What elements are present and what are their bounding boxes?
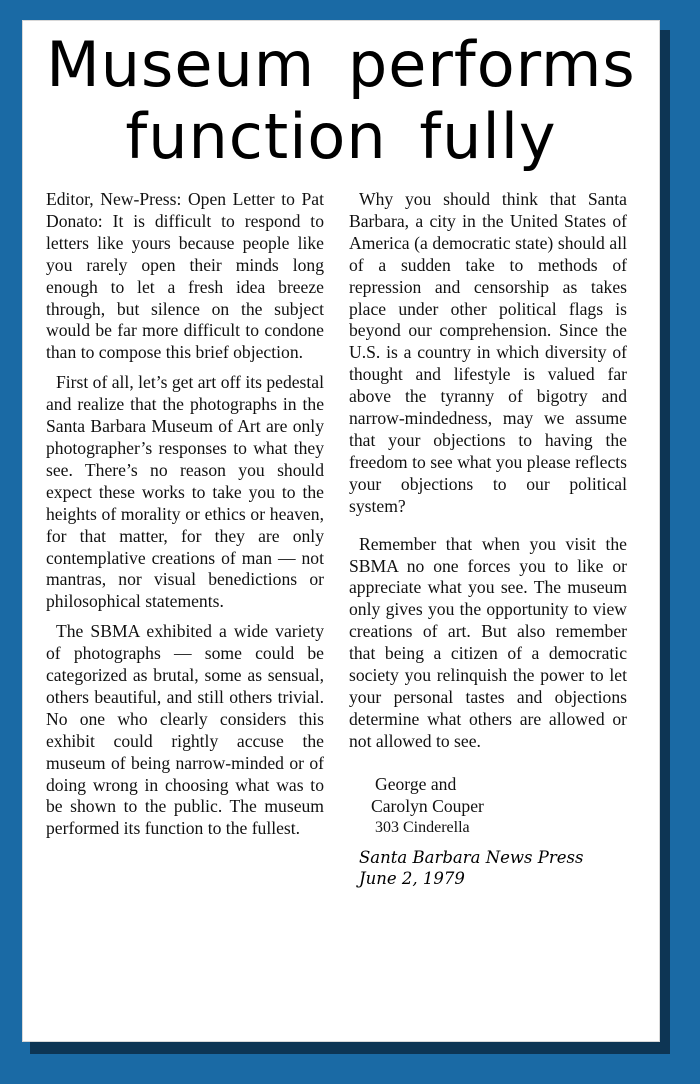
headline [23, 29, 659, 173]
signature-address: 303 Cinderella [375, 818, 470, 836]
left-column [46, 189, 324, 848]
paragraph-1: Editor, New-Press: Open Letter to Pat Donato: It is difficult to respond to letters like yours because people like you rarely open their minds long enough to let a fresh idea breeze through, but silence on the subject would be far more difficult to condone than to compose this brief objection. [46, 189, 324, 363]
headline-line-2: function fully [125, 100, 557, 173]
source-credit [349, 847, 627, 889]
source-date: June 2, 1979 [359, 868, 465, 888]
headline-line-1: Museum performs [46, 28, 636, 101]
newspaper-clipping [22, 20, 660, 1042]
right-column [349, 189, 627, 889]
paragraph-3: The SBMA exhibited a wide variety of photographs — some could be categorized as brutal, some as sensual, others beautiful, and still others trivial. No one who clearly considers this exhibit could rightly accuse the museum of being narrow-minded or of doing wrong in choosing what was to be shown to the public. The museum performed its function to the fullest. [46, 621, 324, 839]
paragraph-2: First of all, let’s get art off its pedestal and realize that the photographs in the Santa Barbara Museum of Art are only photographer’s responses to what they see. There’s no reason you should expect these works to take you to the heights of morality or ethics or heaven, for that matter, for they are only contemplative creations of man — not mantras, nor visual benedictions or philosophical statements. [46, 372, 324, 612]
signature-block [349, 773, 627, 839]
paragraph-5: Remember that when you visit the SBMA no one forces you to like or appreciate what you see. The museum only gives you the opportunity to view creations of art. But also remember that being a citizen of a democratic society you relinquish the power to let your personal tastes and objections determine what others are allowed or not allowed to see. [349, 533, 627, 751]
signature-line-2: Carolyn Couper [371, 795, 484, 816]
source-publication: Santa Barbara News Press [359, 847, 584, 867]
signature-line-1: George and [375, 773, 457, 794]
paragraph-4: Why you should think that Santa Barbara, a city in the United States of America (a democratic state) should all of a sudden take to methods of repression and censorship as takes place under other political flags is beyond our comprehension. Since the U.S. is a country in which diversity of thought and lifestyle is valued far above the tyranny of bigotry and narrow-mindedness, may we assume that your objections to having the freedom to see what you please reflects your objections to our political system? [349, 189, 627, 516]
